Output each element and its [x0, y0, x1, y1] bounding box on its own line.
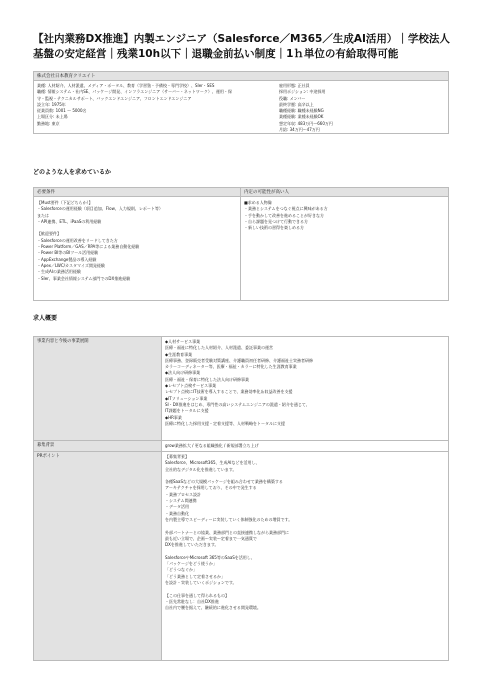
company-details-left: 業種: 人材紹介、人材派遣、メディア・ポータル、教育（学習塾・予備校・専門学校）、SIer・SES 職種: 情報システム・社内SE、パッケージ開発、インフラエンジニア（サーバー・ネットワーク）、運用・保守・監視・テクニカルサポート、バックエンドエンジニア、フロントエンドエンジニア 設立年: 1975年 従業員数: 1001 ～ 5000名 上場区分: 未上場 勤務地: 東京: [37, 83, 232, 126]
required-header: 必要条件: [34, 188, 241, 197]
overview-value-business: ◆人材サービス事業 医療・福祉に特化した人材紹介、人材派遣、委託事業の運営 ◆生涯教育事業 医療事務、登録販売者受験対策講座、介護職員初任者研修、介護福祉士実務者研修 カラーコーディネーター等、医療・福祉・カラーに特化した生涯教育事業 ◆法人向け研修事業 医療・福祉・保育に特化した法人向け研修事業 ◆レセプト点検サービス事業 レセプト点検にIT技術を導入することで、業務効率化＆収益改善を支援 ◆ITソリューション事業 SI・DX推進をはじめ、専門性の高いシステムエンジニアの派遣・紹介を通じて、 IT課題をトータルに支援 ◆HR事業 医療に特化した採用支援・定着支援等、人材戦略をトータルに支援: [162, 337, 448, 441]
fit-conditions: ■求める人物像 ・業務とシステムをつなぐ視点に興味がある方 ・手を動かして改善を進めることが好きな方 ・自ら課題を見つけて行動できる方 ・新しい技術の習得を楽しめる方: [244, 200, 328, 231]
overview-key-background: 募集背景: [34, 441, 162, 452]
overview-value-pr: 【募集背景】 Salesforce、Microsoft365、生成AIなどを活用し、 全社的なデジタル化を推進しています。 各種SaaSなどの大規模パッケージを組み合わせて業務を構築する アーキテクチャを採用しており、その中で発生する ・業務プロセス設計 ・システム間連携 ・データ活用 ・業務自動化 を内製主導でスピーディーに実装していく体制強化のための増員です。 外部パートナーとの協業、業務部門との直接連携しながら業務部門に 最も近い立場で、企画〜実装〜定着まで一気通貫で DXを推進していただきます。 SalesforceやMicrosoft 365等のSaaSを活用し、 「パッケージをどう使うか」 「どうつなぐか」 「どう業務として定着させるか」 を設計・実装していくポジションです。 【この仕事を通して得られるもの】 ・医先常駐なし：自社DX推進 自社内で腰を据えて、継続的に進化させる開発環境。: [165, 454, 293, 611]
company-info-box: [33, 71, 449, 134]
overview-table: [33, 336, 449, 661]
overview-key-pr: PRポイント: [34, 452, 162, 660]
overview-value-background: grow業務拡大 / 更なる組織強化 / 新規部署立ち上げ: [162, 441, 448, 452]
company-details-right: 雇用形態: 正社員 採用ポジション: 中途採用 役職: メンバー 最終学歴: 高卒以上 職種経験: 職種未経験NG 業種経験: 業種未経験OK 想定年収: 483万円〜660万円 月給: 34万円〜47万円: [279, 83, 333, 133]
overview-key-business: 事業内容と今後の事業展開: [34, 337, 162, 441]
fit-header: 内定の可能性が高い人: [241, 188, 448, 197]
company-name: 株式会社日本教育クリエイト: [34, 72, 448, 81]
required-conditions: 【Must要件（下記どちらか）】 ・Salesforceの運用経験（項目追加、Flow、入力規則、レポート等） または ・API連携、ETL、iPaaSの利用経験 【歓迎要件】 ・Salesforceの運用改善をリードしてきた方 ・Power Platform／GAS／RPA等による業務自動化経験 ・Power BI等のBIツール活用経験 ・AppExchange製品の導入経験 ・Apex／LWC/カスタマイズ開発経験 ・生成AIの業務活用経験 ・SIer、事業会社情報システム部門でのDX推進経験: [34, 197, 241, 300]
requirements-table: [33, 187, 449, 301]
overview-heading: 求人概要: [33, 315, 58, 322]
seeking-heading: どのような人を求めているか: [33, 169, 112, 176]
page-title: 【社内業務DX推進】内製エンジニア（Salesforce／M365／生成AI活用）｜学校法人基盤の安定経営｜残業10h以下｜退職金前払い制度｜1ｈ単位の有給取得可能: [33, 33, 450, 60]
